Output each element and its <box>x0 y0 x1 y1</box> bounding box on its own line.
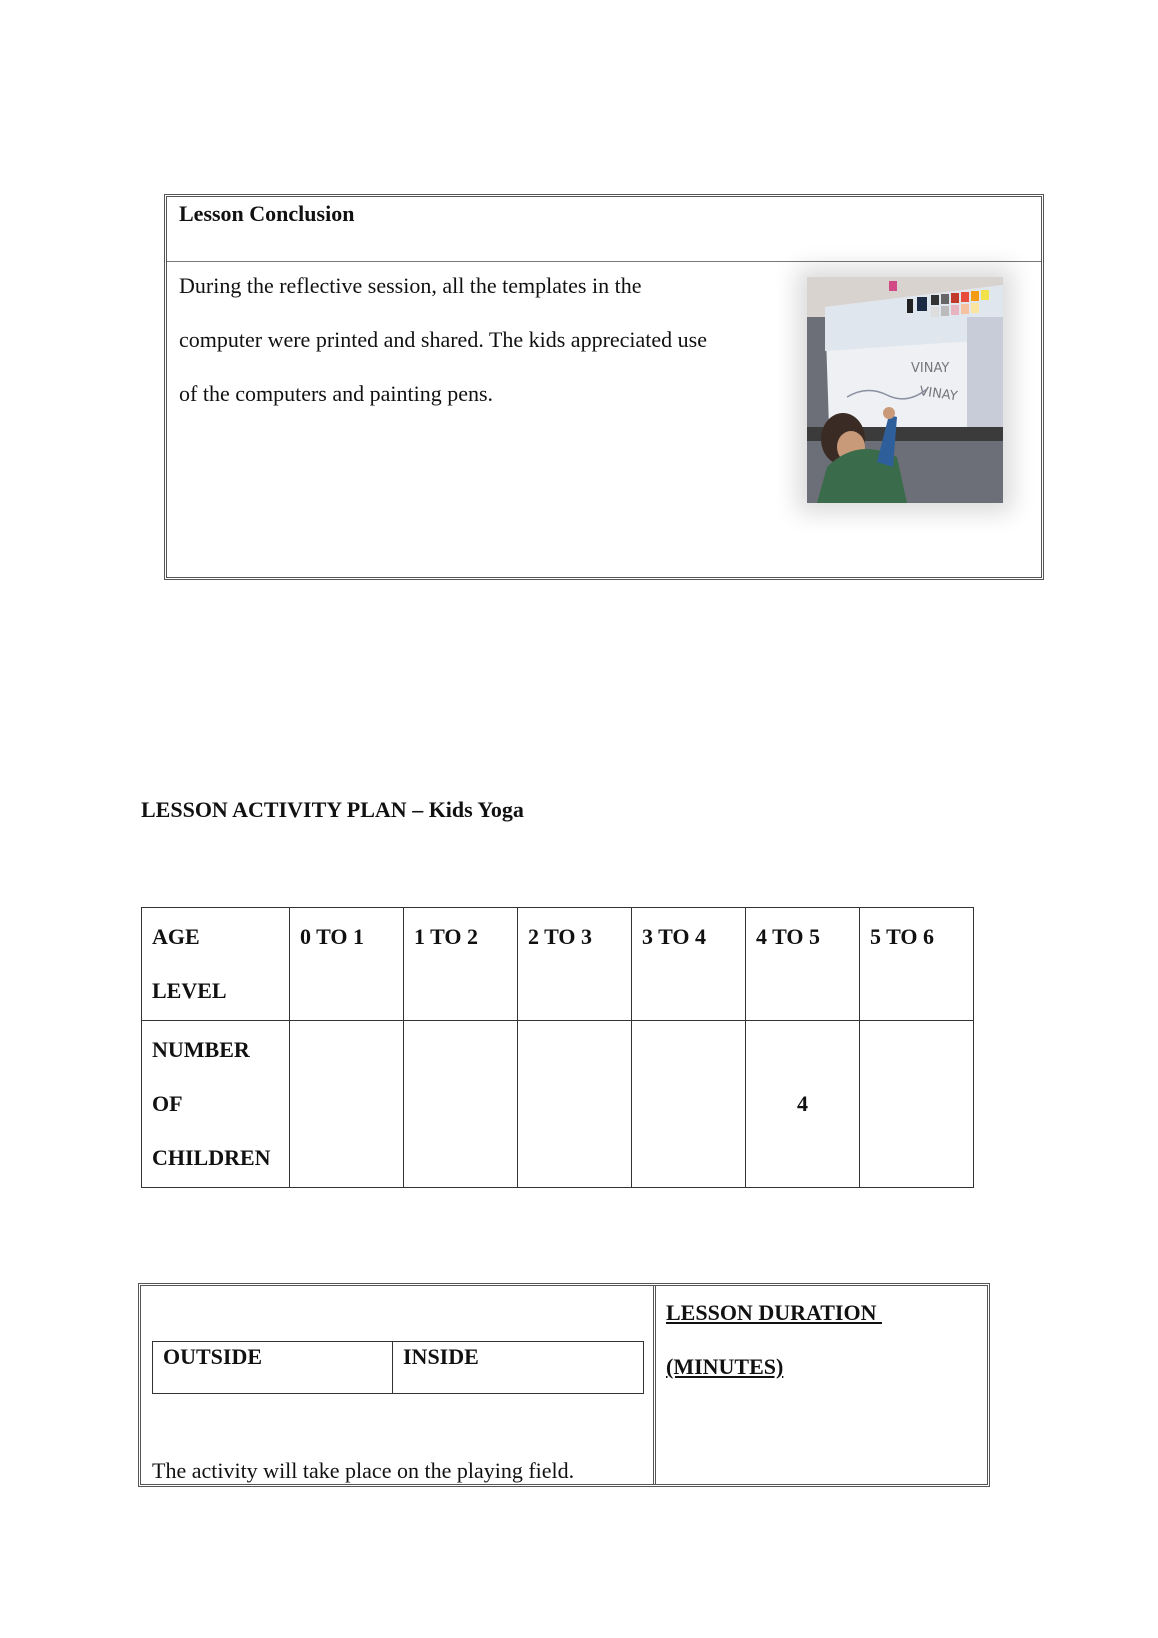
table-row-age-level <box>142 908 974 1021</box>
conclusion-line-2: computer were printed and shared. The kids appreciated use <box>179 327 707 352</box>
age-range-cell: 1 TO 2 <box>404 908 518 1021</box>
lesson-conclusion-heading: Lesson Conclusion <box>179 201 355 226</box>
age-range-cell: 2 TO 3 <box>518 908 632 1021</box>
activity-location-text: The activity will take place on the playing field. <box>152 1458 575 1483</box>
lesson-activity-plan-title: LESSON ACTIVITY PLAN – Kids Yoga <box>141 797 524 822</box>
inside-label-cell: INSIDE <box>393 1342 644 1394</box>
age-range-cell: 3 TO 4 <box>632 908 746 1021</box>
conclusion-line-1: During the reflective session, all the templates in the <box>179 273 642 298</box>
age-label-line-2: LEVEL <box>152 978 227 1003</box>
photo-writing-2: VINAY <box>918 384 959 405</box>
children-count-cell <box>860 1021 974 1188</box>
table-row-number-of-children <box>142 1021 974 1188</box>
lesson-duration-heading <box>666 1286 882 1394</box>
location-cell <box>141 1286 656 1484</box>
age-level-table <box>141 907 974 1188</box>
duration-line-1: LESSON DURATION <box>666 1300 882 1325</box>
age-range-cell: 0 TO 1 <box>290 908 404 1021</box>
age-range-cell: 4 TO 5 <box>746 908 860 1021</box>
conclusion-line-3: of the computers and painting pens. <box>179 381 494 406</box>
children-count-cell <box>632 1021 746 1188</box>
lesson-conclusion-text <box>179 259 779 421</box>
outside-label-cell: OUTSIDE <box>153 1342 393 1394</box>
child-at-whiteboard-photo <box>807 277 1003 503</box>
children-label-line-3: CHILDREN <box>152 1145 271 1170</box>
children-count-cell <box>518 1021 632 1188</box>
number-of-children-label-cell <box>142 1021 290 1188</box>
photo-writing-1: VINAY <box>911 361 950 376</box>
children-label-line-1: NUMBER <box>152 1037 250 1062</box>
children-label-line-2: OF <box>152 1091 183 1116</box>
children-count-cell <box>290 1021 404 1188</box>
lesson-conclusion-header <box>167 197 1041 262</box>
age-range-cell: 5 TO 6 <box>860 908 974 1021</box>
location-duration-box <box>138 1283 990 1487</box>
duration-line-2: (MINUTES) <box>666 1354 784 1379</box>
children-count-cell: 4 <box>746 1021 860 1188</box>
children-count-cell <box>404 1021 518 1188</box>
table-row <box>153 1342 644 1394</box>
lesson-conclusion-box <box>164 194 1044 580</box>
outside-inside-table <box>152 1341 644 1394</box>
age-level-label-cell <box>142 908 290 1021</box>
age-label-line-1: AGE <box>152 924 200 949</box>
